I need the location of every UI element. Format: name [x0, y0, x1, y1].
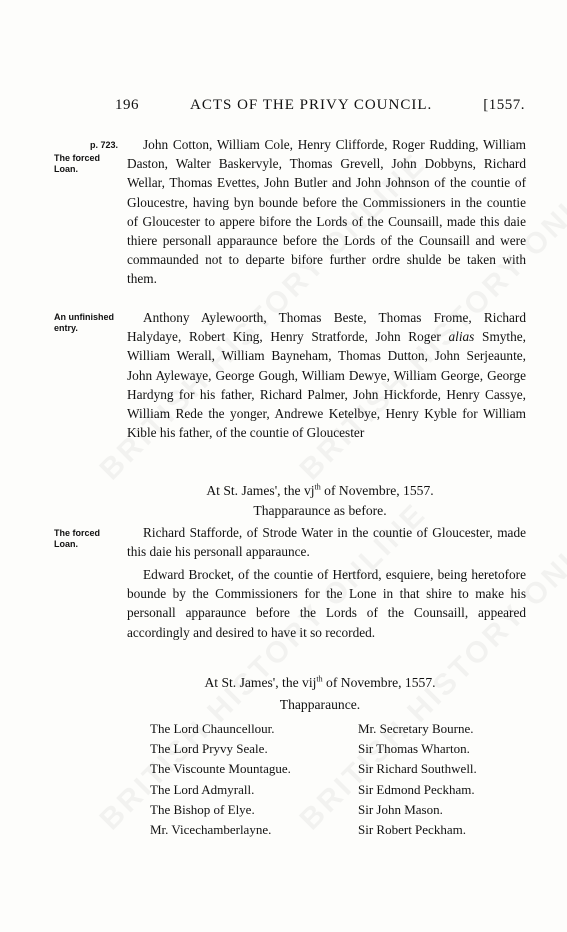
attendee: The Lord Admyrall.	[150, 781, 255, 797]
attendee: Mr. Vicechamberlayne.	[150, 822, 272, 838]
attendee: Sir John Mason.	[358, 801, 443, 817]
attendee: The Lord Pryvy Seale.	[150, 741, 268, 757]
page-reference: p. 723.	[90, 140, 119, 150]
attendee: The Viscounte Mountague.	[150, 761, 291, 777]
paragraph-stafforde	[127, 523, 526, 561]
attendance-column-right	[358, 719, 538, 840]
paragraph-brocket	[127, 565, 526, 642]
attendee: Sir Richard Southwell.	[358, 761, 477, 777]
attendee: The Lord Chauncellour.	[150, 721, 275, 736]
attendee: Sir Thomas Wharton.	[358, 741, 470, 757]
attendee: Sir Edmond Peckham.	[358, 781, 475, 797]
attendee: Mr. Secretary Bourne.	[358, 721, 474, 736]
attendee: Sir Robert Peckham.	[358, 822, 466, 838]
running-header	[115, 97, 525, 114]
attendee: The Bishop of Elye.	[150, 801, 255, 817]
paragraph-aylewoorth	[127, 308, 526, 442]
paragraph-text: Richard Stafforde, of Strode Water in the countie of Gloucester, made this daie his personall apparaunce.	[127, 525, 526, 560]
margin-note-unfinished-entry: An unfinished entry.	[54, 312, 114, 333]
margin-note-forced-loan: The forced Loan.	[54, 528, 101, 549]
alias-word: alias	[448, 329, 475, 345]
attendance-list	[150, 719, 538, 840]
meeting-subtitle-vj: Thapparaunce as before.	[253, 503, 387, 518]
attendance-column-left	[150, 719, 358, 840]
paragraph-cotton	[127, 135, 526, 289]
paragraph-text: Smythe, William Werall, William Bayneham, Thomas Dutton, John Serjeaunte, John Aylewaye, George Gough, William Dewye, William George, George Hardyng for his father, Richard Palmer, John Hickforde, Henry Cassye, William Rede the yonger, Andrewe Ketelbye, Henry Kyble for William Kible his father, of the countie of Gloucester	[127, 329, 527, 441]
page-title: ACTS OF THE PRIVY COUNCIL.	[189, 97, 433, 113]
paragraph-text: John Cotton, William Cole, Henry Clifforde, Roger Rudding, William Daston, Walter Baskervyle, Thomas Grevell, John Dobbyns, Richard Wellar, Thomas Evettes, John Butler and John Johnson of the countie of Gloucestre, having byn bounde before the Commissioners in the countie of Gloucester to appere bifore the Lords of the Counsaill, made this daie thiere personall apparaunce before the Lords of the Counsaill and were commaunded not to departe bifore further ordre shulde be taken with them.	[127, 137, 526, 287]
meeting-subtitle-vij: Thapparaunce.	[279, 697, 361, 712]
paragraph-text: Anthony Aylewoorth, Thomas Beste, Thomas Frome, Richard Halydaye, Robert King, Henry Stratforde, John Roger	[127, 310, 526, 345]
page-number: 196	[115, 97, 139, 113]
margin-note-forced-loan: The forced Loan.	[54, 153, 101, 174]
meeting-heading-vij: At St. James', the vij$^{th}$ of Novembre, 1557.	[204, 674, 436, 690]
paragraph-text: Edward Brocket, of the countie of Hertford, esquiere, being heretofore bounde by the Commissioners for the Lone in that shire to make his personall apparaunce before the Lords of the Counsaill, appeared accordingly and desired to have it so recorded.	[127, 567, 526, 640]
meeting-heading-vj: At St. James', the $vj^{th}$ of Novembre, 1557.	[206, 482, 434, 498]
header-year: [1557.	[483, 97, 525, 113]
